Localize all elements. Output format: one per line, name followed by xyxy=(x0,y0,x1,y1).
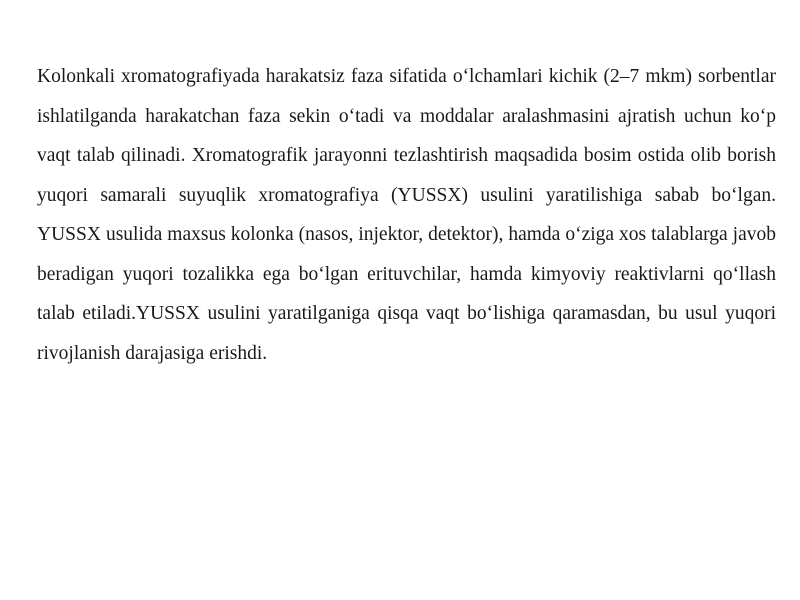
body-paragraph: Kolonkali xromatografiyada harakatsiz faza sifatida o‘lchamlari kichik (2–7 mkm) sorbentlar ishlatilganda harakatchan faza sekin o‘tadi va moddalar aralashmasini ajratish uchun ko‘p vaqt talab qilinadi. Xromatografik jarayonni tezlashtirish maqsadida bosim ostida olib borish yuqori samarali suyuqlik xromatografiya (YUSSX) usulini yaratilishiga sabab bo‘lgan. YUSSX usulida maxsus kolonka (nasos, injektor, detektor), hamda o‘ziga xos talablarga javob beradigan yuqori tozalikka ega bo‘lgan erituvchilar, hamda kimyoviy reaktivlarni qo‘llash talab etiladi.YUSSX usulini yaratilganiga qisqa vaqt bo‘lishiga qaramasdan, bu usul yuqori rivojlanish darajasiga erishdi. xyxy=(37,66,776,364)
